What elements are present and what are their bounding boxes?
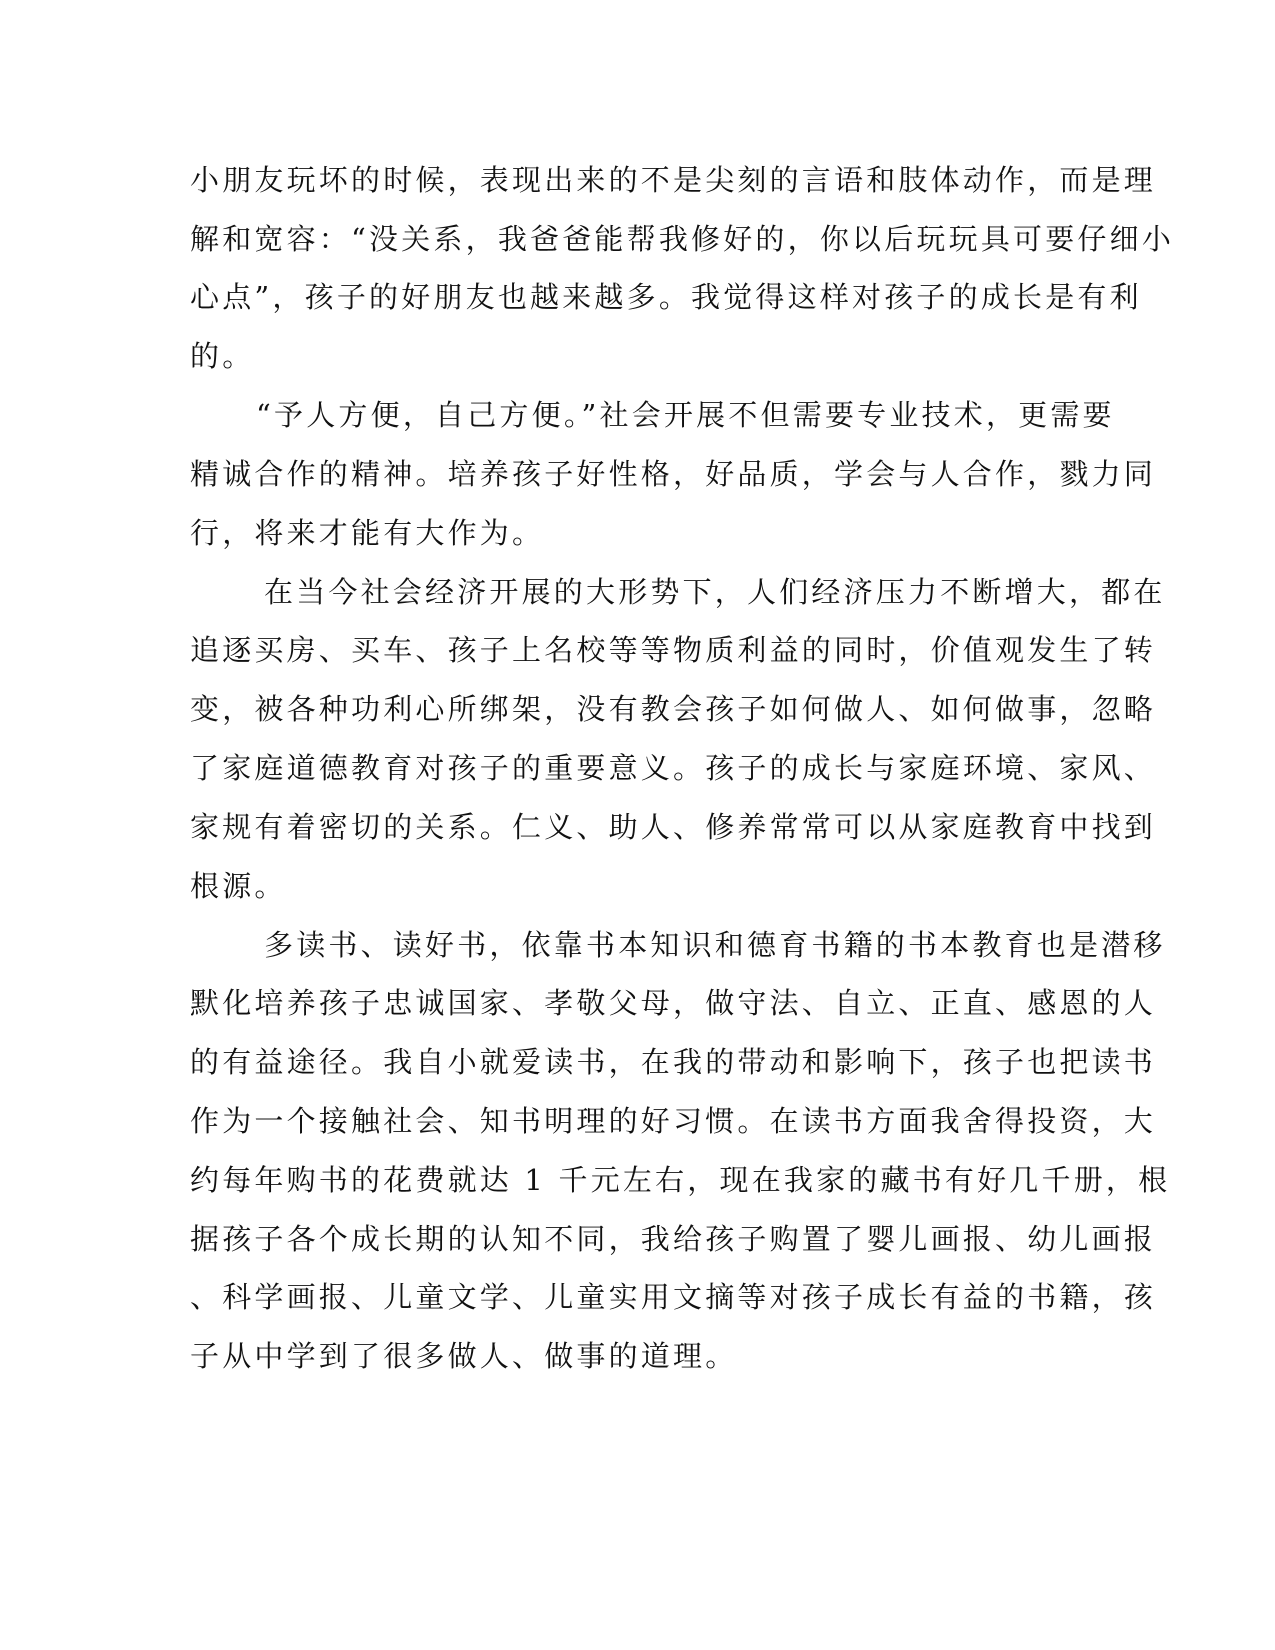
- text-line: 行，将来才能有大作为。: [190, 516, 545, 550]
- text-line: 精诚合作的精神。培养孩子好性格，好品质，学会与人合作，戮力同: [190, 457, 1157, 491]
- text-line: 据孩子各个成长期的认知不同，我给孩子购置了婴儿画报、幼儿画报: [190, 1222, 1157, 1256]
- text-line: 在当今社会经济开展的大形势下，人们经济压力不断增大，都在: [264, 575, 1166, 609]
- text-line: 家规有着密切的关系。仁义、助人、修养常常可以从家庭教育中找到: [190, 810, 1157, 844]
- text-line: 的。: [190, 339, 255, 373]
- text-line: 根源。: [190, 869, 287, 903]
- text-line: “予人方便，自己方便。”社会开展不但需要专业技术，更需要: [256, 398, 1115, 432]
- text-line: 默化培养孩子忠诚国家、孝敬父母，做守法、自立、正直、感恩的人: [190, 986, 1157, 1020]
- text-line: 解和宽容：“没关系，我爸爸能帮我修好的，你以后玩玩具可要仔细小: [190, 222, 1175, 256]
- text-line: 、科学画报、儿童文学、儿童实用文摘等对孩子成长有益的书籍，孩: [190, 1280, 1157, 1314]
- text-line: 子从中学到了很多做人、做事的道理。: [190, 1339, 738, 1373]
- text-line: 多读书、读好书，依靠书本知识和德育书籍的书本教育也是潜移: [264, 928, 1166, 962]
- text-line: 作为一个接触社会、知书明理的好习惯。在读书方面我舍得投资，大: [190, 1104, 1157, 1138]
- text-line: 了家庭道德教育对孩子的重要意义。孩子的成长与家庭环境、家风、: [190, 751, 1157, 785]
- text-line: 心点”，孩子的好朋友也越来越多。我觉得这样对孩子的成长是有利: [190, 280, 1142, 314]
- text-line: 变，被各种功利心所绑架，没有教会孩子如何做人、如何做事，忽略: [190, 692, 1157, 726]
- text-line: 的有益途径。我自小就爱读书，在我的带动和影响下，孩子也把读书: [190, 1045, 1157, 1079]
- text-line: 约每年购书的花费就达 1 千元左右，现在我家的藏书有好几千册，根: [190, 1163, 1171, 1197]
- text-line: 小朋友玩坏的时候，表现出来的不是尖刻的言语和肢体动作，而是理: [190, 163, 1157, 197]
- text-line: 追逐买房、买车、孩子上名校等等物质利益的同时，价值观发生了转: [190, 633, 1157, 667]
